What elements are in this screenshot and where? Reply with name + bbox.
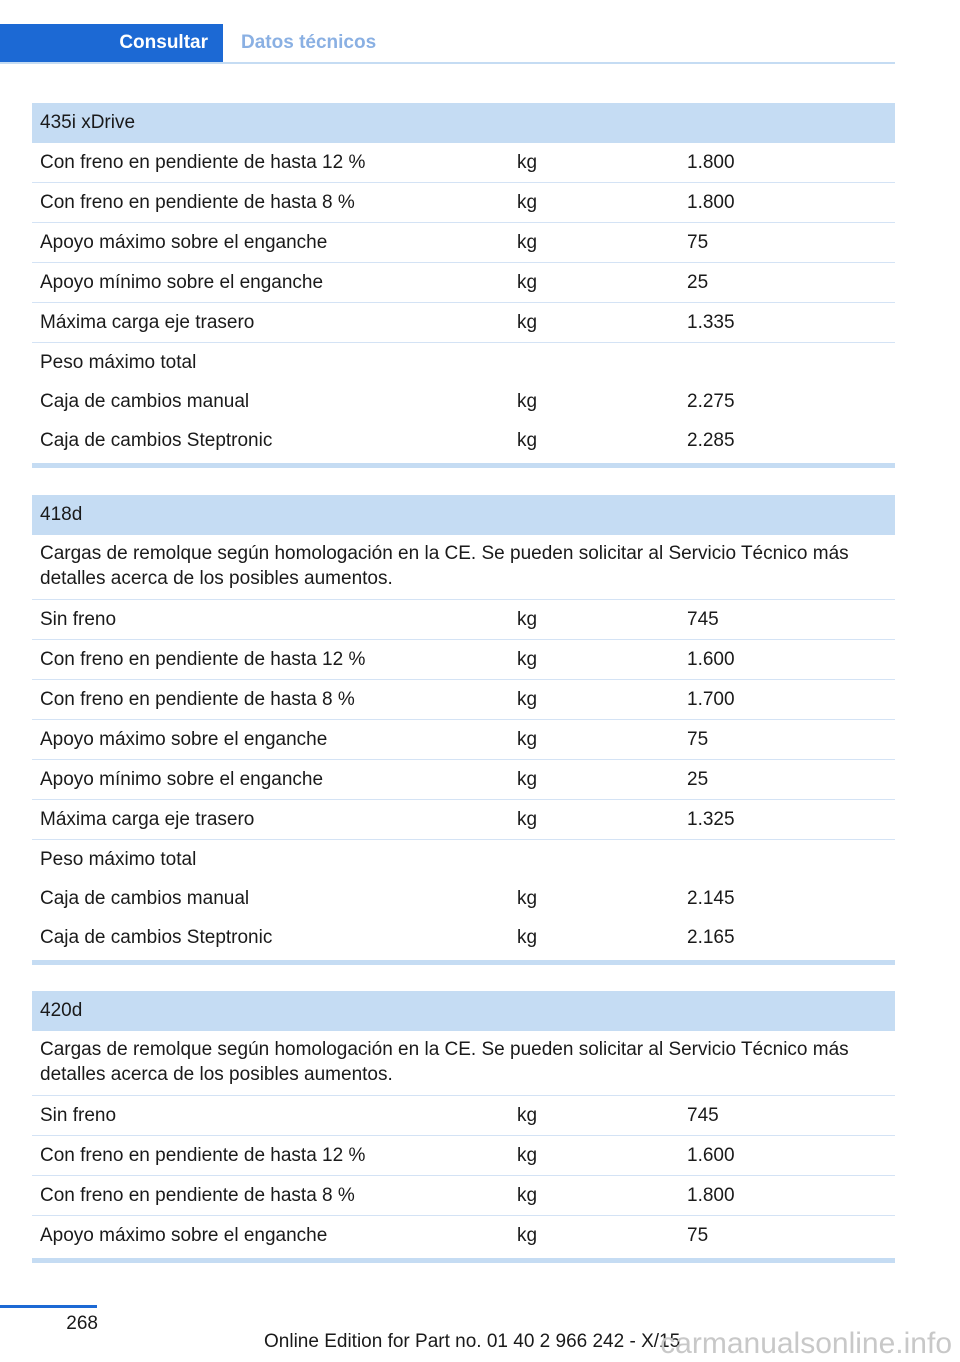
row-value: 2.285 xyxy=(687,430,735,451)
row-label: Con freno en pendiente de hasta 8 % xyxy=(40,192,355,213)
row-unit: kg xyxy=(517,809,538,830)
row-unit: kg xyxy=(517,1225,538,1246)
table-title: 435i xDrive xyxy=(32,103,895,143)
table-row xyxy=(32,800,895,840)
table-title: 418d xyxy=(32,495,895,535)
table-row xyxy=(32,183,895,223)
row-unit: kg xyxy=(517,391,538,412)
table-row xyxy=(32,382,895,421)
row-unit: kg xyxy=(517,1105,538,1126)
row-label: Con freno en pendiente de hasta 12 % xyxy=(40,1145,366,1166)
table-418d xyxy=(32,495,895,965)
row-unit: kg xyxy=(517,649,538,670)
row-unit: kg xyxy=(517,729,538,750)
row-label: Con freno en pendiente de hasta 12 % xyxy=(40,649,366,670)
table-row xyxy=(32,1136,895,1176)
watermark: carmanualsonline.info xyxy=(660,1327,952,1360)
row-value: 1.800 xyxy=(687,1185,735,1206)
row-value: 745 xyxy=(687,609,719,630)
row-unit: kg xyxy=(517,769,538,790)
table-note: Cargas de remolque según homologación en la CE. Se pueden solicitar al Servicio Técnico más detalles acerca de los posibles aumentos. xyxy=(32,535,895,600)
table-435i-xdrive xyxy=(32,103,895,468)
row-value: 1.335 xyxy=(687,312,735,333)
header xyxy=(0,24,895,64)
table-row xyxy=(32,760,895,800)
table-row xyxy=(32,1216,895,1255)
row-value: 25 xyxy=(687,769,709,790)
table-row xyxy=(32,640,895,680)
row-unit: kg xyxy=(517,927,538,948)
row-label: Apoyo máximo sobre el enganche xyxy=(40,729,328,750)
row-unit: kg xyxy=(517,272,538,293)
table-row-subheading xyxy=(32,840,895,879)
table-row-subheading xyxy=(32,343,895,382)
row-label: Con freno en pendiente de hasta 8 % xyxy=(40,689,355,710)
row-label: Caja de cambios Steptronic xyxy=(40,927,273,948)
row-label: Peso máximo total xyxy=(40,352,197,373)
row-unit: kg xyxy=(517,888,538,909)
row-value: 1.800 xyxy=(687,192,735,213)
row-value: 2.165 xyxy=(687,927,735,948)
row-label: Caja de cambios Steptronic xyxy=(40,430,273,451)
tab-consultar[interactable]: Consultar xyxy=(0,24,223,62)
row-value: 75 xyxy=(687,729,709,750)
table-row xyxy=(32,600,895,640)
table-row xyxy=(32,223,895,263)
row-value: 1.700 xyxy=(687,689,735,710)
row-value: 1.600 xyxy=(687,649,735,670)
row-value: 1.325 xyxy=(687,809,735,830)
row-label: Máxima carga eje trasero xyxy=(40,312,255,333)
row-unit: kg xyxy=(517,312,538,333)
row-value: 75 xyxy=(687,232,709,253)
row-label: Con freno en pendiente de hasta 8 % xyxy=(40,1185,355,1206)
table-row xyxy=(32,421,895,460)
table-row xyxy=(32,680,895,720)
row-label: Apoyo mínimo sobre el enganche xyxy=(40,769,324,790)
row-value: 745 xyxy=(687,1105,719,1126)
table-420d xyxy=(32,991,895,1263)
row-unit: kg xyxy=(517,232,538,253)
table-row xyxy=(32,143,895,183)
row-unit: kg xyxy=(517,609,538,630)
row-value: 1.800 xyxy=(687,152,735,173)
table-end-bar xyxy=(32,463,895,468)
row-value: 75 xyxy=(687,1225,709,1246)
row-label: Con freno en pendiente de hasta 12 % xyxy=(40,152,366,173)
table-row xyxy=(32,1096,895,1136)
row-label: Sin freno xyxy=(40,1105,117,1126)
row-unit: kg xyxy=(517,430,538,451)
row-unit: kg xyxy=(517,1145,538,1166)
row-label: Caja de cambios manual xyxy=(40,391,250,412)
table-row xyxy=(32,303,895,343)
edition-text: Online Edition for Part no. 01 40 2 966 242 - X/15 xyxy=(264,1331,681,1352)
table-end-bar xyxy=(32,1258,895,1263)
row-label: Apoyo máximo sobre el enganche xyxy=(40,232,328,253)
table-row xyxy=(32,720,895,760)
row-label: Caja de cambios manual xyxy=(40,888,250,909)
row-unit: kg xyxy=(517,689,538,710)
tab-datos-tecnicos[interactable]: Datos técnicos xyxy=(241,32,377,53)
table-row xyxy=(32,918,895,957)
row-label: Apoyo mínimo sobre el enganche xyxy=(40,272,324,293)
table-end-bar xyxy=(32,960,895,965)
table-row xyxy=(32,879,895,918)
row-value: 2.275 xyxy=(687,391,735,412)
table-title: 420d xyxy=(32,991,895,1031)
row-label: Apoyo máximo sobre el enganche xyxy=(40,1225,328,1246)
row-label: Máxima carga eje trasero xyxy=(40,809,255,830)
row-label: Peso máximo total xyxy=(40,849,197,870)
row-value: 25 xyxy=(687,272,709,293)
row-label: Sin freno xyxy=(40,609,117,630)
row-unit: kg xyxy=(517,1185,538,1206)
row-value: 1.600 xyxy=(687,1145,735,1166)
page-number: 268 xyxy=(66,1313,98,1334)
table-row xyxy=(32,263,895,303)
row-value: 2.145 xyxy=(687,888,735,909)
table-note: Cargas de remolque según homologación en la CE. Se pueden solicitar al Servicio Técnico más detalles acerca de los posibles aumentos. xyxy=(32,1031,895,1096)
row-unit: kg xyxy=(517,152,538,173)
table-row xyxy=(32,1176,895,1216)
row-unit: kg xyxy=(517,192,538,213)
footer-accent-line xyxy=(0,1305,97,1308)
